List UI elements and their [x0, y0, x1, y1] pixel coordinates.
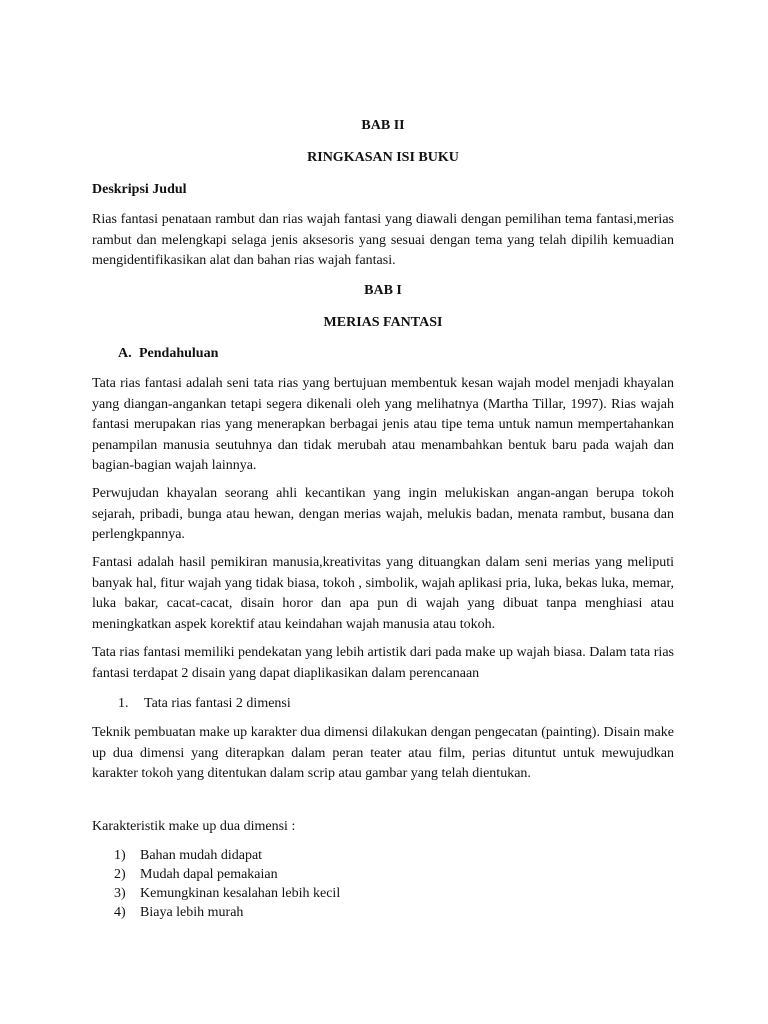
section-heading-deskripsi: Deskripsi Judul	[92, 182, 187, 197]
list-marker: 1)	[114, 848, 126, 863]
list-marker: 4)	[114, 905, 126, 920]
paragraph-2: Perwujudan khayalan seorang ahli kecantikan yang ingin melukiskan angan-angan berupa tokoh sejarah, pribadi, bunga atau hewan, dengan merias wajah, melukis badan, menata rambut, busana dan perlengkpannya.	[92, 486, 674, 542]
numbered-marker: 1.	[118, 696, 129, 711]
list-item	[114, 886, 340, 902]
section-marker: A.	[118, 346, 132, 361]
chapter-title-bab-i: BAB I	[364, 283, 402, 298]
section-title: Pendahuluan	[139, 346, 219, 361]
paragraph-4: Tata rias fantasi memiliki pendekatan yang lebih artistik dari pada make up wajah biasa. Dalam tata rias fantasi terdapat 2 disain yang dapat diaplikasikan dalam perencanaan	[92, 645, 674, 681]
paragraph-deskripsi: Rias fantasi penataan rambut dan rias wajah fantasi yang diawali dengan pemilihan tema fantasi,merias rambut dan melengkapi selaga jenis aksesoris yang sesuai dengan tema yang telah dipilih kemuadian mengidentifikasikan alat dan bahan rias wajah fantasi.	[92, 212, 674, 268]
numbered-text: Tata rias fantasi 2 dimensi	[144, 696, 291, 711]
list-text: Bahan mudah didapat	[140, 848, 263, 863]
list-text: Kemungkinan kesalahan lebih kecil	[140, 886, 341, 901]
paragraph-6: Karakteristik make up dua dimensi :	[92, 819, 296, 834]
chapter-title-bab-ii: BAB II	[361, 118, 405, 133]
paragraph-3: Fantasi adalah hasil pemikiran manusia,kreativitas yang dituangkan dalam seni merias yang meliputi banyak hal, fitur wajah yang tidak biasa, tokoh , simbolik, wajah aplikasi pria, luka, bekas luka, memar, luka bakar, cacat-cacat, disain horor dan apa pun di wajah yang dibuat tanpa menghiasi atau meningkatkan aspek korektif atau keindahan wajah manusia atau tokoh.	[92, 555, 674, 632]
chapter-subtitle-ringkasan: RINGKASAN ISI BUKU	[307, 150, 459, 165]
list-marker: 2)	[114, 867, 126, 882]
section-heading-pendahuluan	[118, 346, 218, 362]
chapter-subtitle-merias: MERIAS FANTASI	[323, 315, 443, 330]
list-text: Biaya lebih murah	[140, 905, 244, 920]
paragraph-5: Teknik pembuatan make up karakter dua dimensi dilakukan dengan pengecatan (painting). Disain make up dua dimensi yang diterapkan dalam peran teater atau film, perias dituntut untuk mewujudkan karakter tokoh yang ditentukan dalam scrip atau gambar yang telah dientukan.	[92, 725, 674, 781]
list-item	[114, 867, 278, 883]
list-marker: 3)	[114, 886, 126, 901]
list-item	[114, 905, 243, 921]
numbered-item-1	[118, 696, 291, 712]
list-item	[114, 848, 262, 864]
list-text: Mudah dapal pemakaian	[140, 867, 278, 882]
paragraph-1: Tata rias fantasi adalah seni tata rias yang bertujuan membentuk kesan wajah model menjadi khayalan yang diangan-angankan tetapi segera dikenali oleh yang melihatnya (Martha Tillar, 1997). Rias wajah fantasi merupakan rias yang menerapkan berbagai jenis atau tipe tema untuk namun mempertahankan penampilan manusia seutuhnya dan tidak merubah atau menambahkan bentuk baru pada wajah dan bagian-bagian wajah lainnya.	[92, 376, 674, 473]
